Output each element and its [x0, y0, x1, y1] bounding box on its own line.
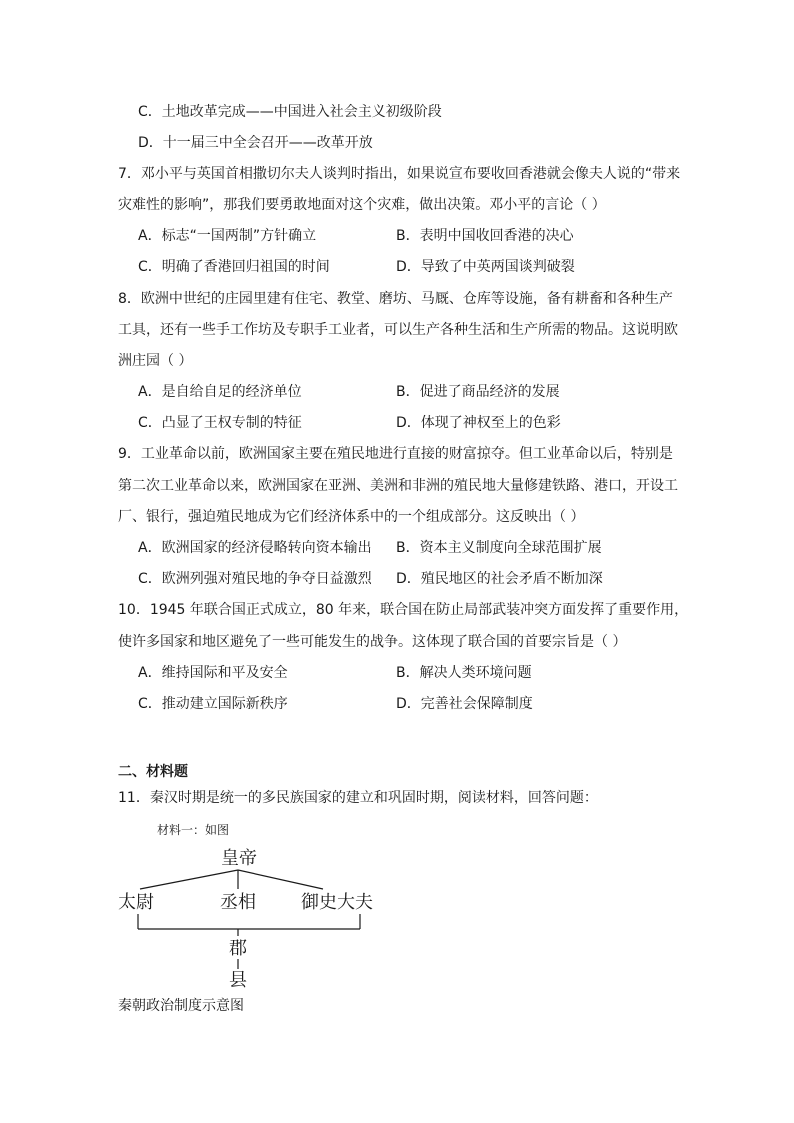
- diagram-taiwei: 太尉: [118, 892, 154, 913]
- q7-option-c: C．明确了香港回归祖国的时间: [138, 259, 330, 275]
- q10-option-a: A．维持国际和平及安全: [138, 665, 288, 681]
- q10-option-b: B．解决人类环境问题: [396, 665, 532, 681]
- q9-option-c: C．欧洲列强对殖民地的争夺日益激烈: [138, 571, 372, 587]
- qin-political-system-diagram: [110, 838, 400, 993]
- material-one-label: 材料一：如图: [157, 823, 230, 837]
- q9-option-d: D．殖民地区的社会矛盾不断加深: [396, 571, 603, 587]
- q8-option-a: A．是自给自足的经济单位: [138, 384, 302, 400]
- diagram-xian: 县: [229, 970, 247, 991]
- q6-option-c: C．土地改革完成——中国进入社会主义初级阶段: [138, 104, 442, 120]
- q10-stem-line1: 10．1945 年联合国正式成立，80 年来，联合国在防止局部武装冲突方面发挥了重要作用，: [118, 602, 689, 618]
- q9-stem-line1: 9．工业革命以前，欧洲国家主要在殖民地进行直接的财富掠夺。但工业革命以后，特别是: [118, 446, 673, 462]
- q7-option-d: D．导致了中英两国谈判破裂: [396, 259, 575, 275]
- diagram-jun: 郡: [229, 938, 247, 959]
- q10-stem-line2: 使许多国家和地区避免了一些可能发生的战争。这体现了联合国的首要宗旨是（ ）: [118, 634, 627, 650]
- q8-option-d: D．体现了神权至上的色彩: [396, 415, 561, 431]
- q8-stem-line1: 8．欧洲中世纪的庄园里建有住宅、教堂、磨坊、马厩、仓库等设施，备有耕畜和各种生产: [118, 291, 673, 307]
- edge-emperor-taiwei: [140, 870, 238, 889]
- q9-option-a: A．欧洲国家的经济侵略转向资本输出: [138, 540, 372, 556]
- edge-emperor-yushi: [238, 870, 323, 889]
- q7-option-a: A．标志“一国两制”方针确立: [138, 228, 317, 244]
- q9-stem-line3: 厂、银行，强迫殖民地成为它们经济体系中的一个组成部分。这反映出（ ）: [118, 509, 585, 525]
- q11-stem: 11．秦汉时期是统一的多民族国家的建立和巩固时期，阅读材料，回答问题：: [118, 790, 598, 806]
- diagram-yushi-dafu: 御史大夫: [301, 892, 373, 913]
- q7-option-b: B．表明中国收回香港的决心: [396, 228, 574, 244]
- q7-stem-line2: 灾难性的影响”，那我们要勇敢地面对这个灾难，做出决策。邓小平的言论（ ）: [118, 197, 606, 213]
- q8-stem-line2: 工具，还有一些手工作坊及专职手工业者，可以生产各种生活和生产所需的物品。这说明欧: [118, 322, 678, 338]
- q10-option-d: D．完善社会保障制度: [396, 696, 533, 712]
- q9-stem-line2: 第二次工业革命以来，欧洲国家在亚洲、美洲和非洲的殖民地大量修建铁路、港口，开设工: [118, 478, 678, 494]
- q7-stem-line1: 7．邓小平与英国首相撒切尔夫人谈判时指出，如果说宣布要收回香港就会像夫人说的“带来: [118, 166, 681, 182]
- diagram-caption: 秦朝政治制度示意图: [118, 998, 244, 1014]
- q8-option-c: C．凸显了王权专制的特征: [138, 415, 302, 431]
- diagram-chengxiang: 丞相: [220, 892, 256, 913]
- q6-option-d: D．十一届三中全会召开——改革开放: [138, 135, 373, 151]
- q9-option-b: B．资本主义制度向全球范围扩展: [396, 540, 602, 556]
- q8-stem-line3: 洲庄园（ ）: [118, 353, 193, 369]
- q8-option-b: B．促进了商品经济的发展: [396, 384, 560, 400]
- diagram-emperor: 皇帝: [221, 848, 257, 869]
- section-title-material: 二、材料题: [118, 764, 188, 780]
- q10-option-c: C．推动建立国际新秩序: [138, 696, 288, 712]
